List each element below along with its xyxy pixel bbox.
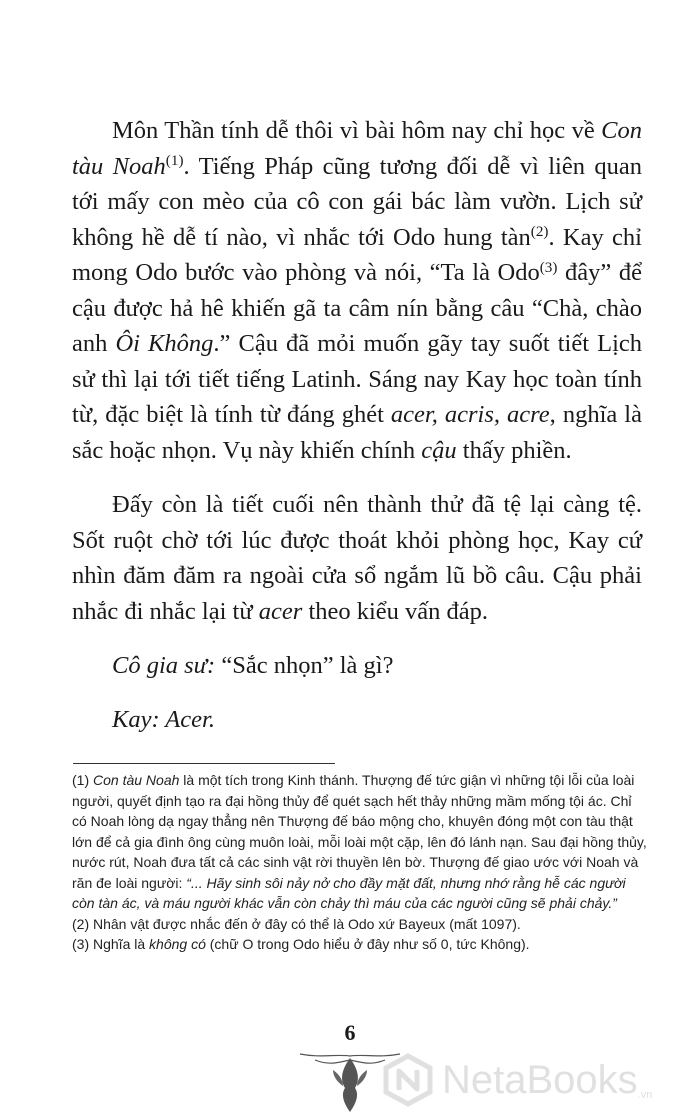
text-run: đây” để cậu được hả hê khiến gã ta câm nín bằng câu “Chà, chào anh <box>72 259 643 357</box>
footnote-3 <box>72 934 647 955</box>
italic-acer: acer <box>258 597 303 625</box>
dialogue-text: “Sắc nhọn” là gì? <box>215 652 394 679</box>
footnote-text: (chữ O trong Odo hiểu ở đây như số 0, tức Không). <box>205 936 530 952</box>
footnote-text: là một tích trong Kinh thánh. Thượng đế tức giận vì những tội lỗi của loài người, quyết định tạo ra đại hồng thủy để quét sạch hết thảy những mầm mống tội ác. Chỉ có Noah lòng dạ ngay thẳng nên Thượng đế báo mộng cho, khuyên đóng một con tàu thật lớn để cả gia đình ông cùng muôn loài, mỗi loài một cặp, lên đó lánh nạn. Sau đại hồng thủy, nước rút, Noah đưa tất cả các sinh vật rời thuyền lên bờ. Thượng đế giao ước với Noah và răn đe loài người: <box>72 772 647 891</box>
footnote-quote: “... Hãy sinh sôi nảy nở cho đầy mặt đất, nhưng nhớ rằng hễ các người còn tàn ác, và máu người khác vẫn còn chảy thì máu của các người cũng sẽ phải chảy.” <box>72 874 626 911</box>
italic-oi-khong: Ôi Không <box>115 330 214 357</box>
paragraph-1 <box>72 113 642 468</box>
paragraph-2 <box>72 487 642 629</box>
footnotes <box>72 770 647 955</box>
netabooks-logo-icon <box>380 1052 436 1108</box>
text-run: thấy phiền. <box>456 436 572 464</box>
text-run: . Tiếng Pháp cũng tương đối dễ vì liên quan tới mấy con mèo của cô con gái bác làm vườn. Lịch sử không hề dễ tí nào, vì nhắc tới Odo hung tàn <box>72 152 643 251</box>
text-run: , nghĩa là sắc hoặc nhọn. Vụ này khiến chính <box>72 401 642 464</box>
footnote-text: (3) Nghĩa là <box>72 936 150 952</box>
footnote-ref-3[interactable]: (3) <box>539 258 558 276</box>
body-text <box>72 113 642 755</box>
italic-acer-acris-acre: acer, acris, acre <box>390 401 550 428</box>
italic-title-noah: Con tàu Noah <box>72 117 642 180</box>
footnote-divider <box>73 763 335 764</box>
footnote-number: (1) <box>72 772 93 788</box>
footnote-ref-2[interactable]: (2) <box>530 223 549 241</box>
footnote-1 <box>72 770 647 914</box>
watermark <box>380 1045 690 1115</box>
text-run: Đấy còn là tiết cuối nên thành thử đã tệ lại càng tệ. Sốt ruột chờ tới lúc được thoát khỏi phòng học, Kay cứ nhìn đăm đăm ra ngoài cửa sổ ngắm lũ bồ câu. Cậu phải nhắc đi nhắc lại từ <box>72 491 642 625</box>
italic-cau: cậu <box>421 436 457 464</box>
footnote-2: (2) Nhân vật được nhắc đến ở đây có thể là Odo xứ Bayeux (mất 1097). <box>72 915 521 932</box>
page-number: 6 <box>344 1020 356 1045</box>
dialogue-line-2 <box>72 702 642 738</box>
dialogue-line-1 <box>72 648 642 684</box>
watermark-brand: NetaBooks <box>442 1057 638 1102</box>
dialogue-speaker: Cô gia sư: <box>112 652 216 679</box>
footnote-italic: không có <box>149 936 206 952</box>
text-run: theo kiểu vấn đáp. <box>302 597 489 625</box>
footnote-ref-1[interactable]: (1) <box>165 152 184 170</box>
dialogue-text: Kay: Acer. <box>112 705 215 733</box>
text-run: . Kay chỉ mong Odo bước vào phòng và nói, “Ta là Odo <box>72 223 642 286</box>
watermark-suffix: .vn <box>637 1089 653 1101</box>
text-run: Môn Thần tính dễ thôi vì bài hôm nay chỉ học về <box>112 117 602 144</box>
footnote-italic: Con tàu Noah <box>93 772 180 788</box>
text-run: .” Cậu đã mỏi muốn gãy tay suốt tiết Lịch sử thì lại tới tiết tiếng Latinh. Sáng nay Kay học toàn tính từ, đặc biệt là tính từ đáng ghét <box>72 330 643 428</box>
